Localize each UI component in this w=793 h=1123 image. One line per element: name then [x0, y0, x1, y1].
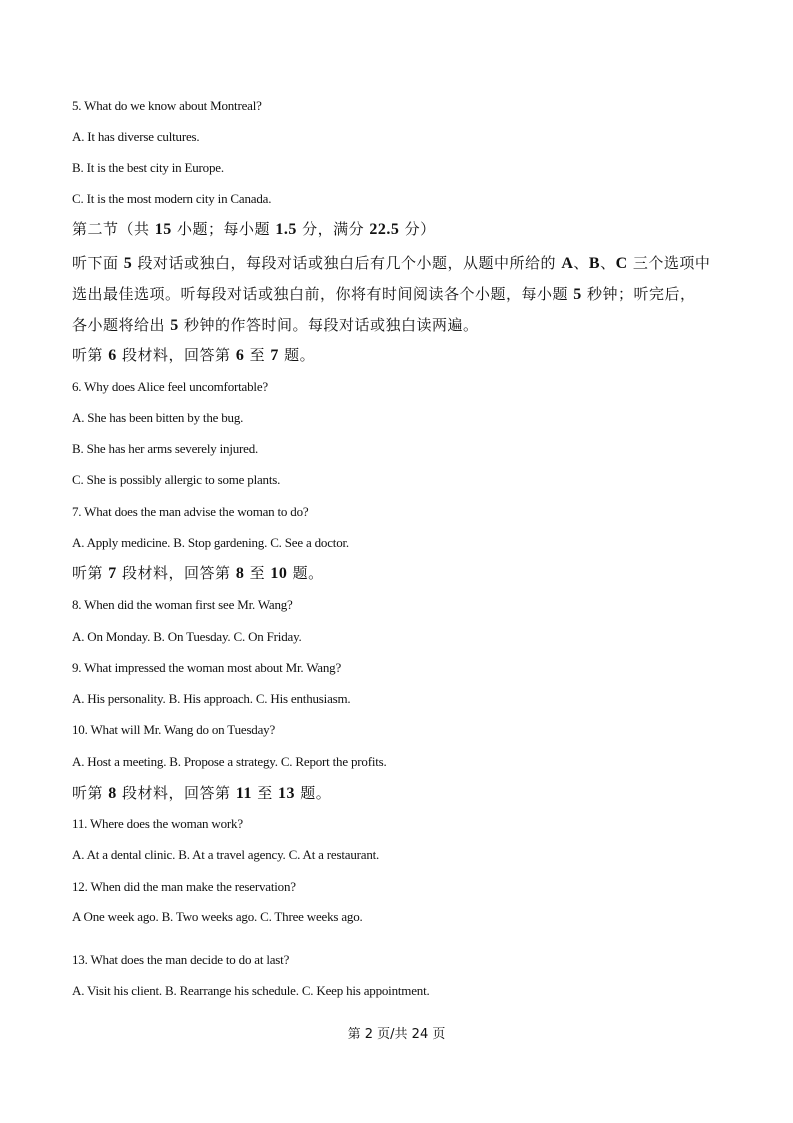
- q5-option-a: A. It has diverse cultures.: [72, 129, 200, 144]
- question-12: 12. When did the man make the reservation?: [72, 879, 296, 894]
- question-8: 8. When did the woman first see Mr. Wang?: [72, 597, 293, 612]
- q6-option-a: A. She has been bitten by the bug.: [72, 410, 244, 425]
- question-13: 13. What does the man decide to do at last?: [72, 952, 290, 967]
- q7-options: A. Apply medicine. B. Stop gardening. C. See a doctor.: [72, 535, 349, 550]
- section-2-title: 第二节（共 15 小题；每小题 1.5 分，满分 22.5 分）: [72, 220, 436, 238]
- q10-options: A. Host a meeting. B. Propose a strategy. C. Report the profits.: [72, 754, 387, 769]
- material-7-heading: 听第 7 段材料，回答第 8 至 10 题。: [72, 564, 324, 582]
- question-10: 10. What will Mr. Wang do on Tuesday?: [72, 722, 276, 737]
- page-number: 第 2 页/共 24 页: [347, 1027, 446, 1042]
- question-5: 5. What do we know about Montreal?: [72, 98, 262, 113]
- material-8-heading: 听第 8 段材料，回答第 11 至 13 题。: [72, 784, 332, 802]
- question-7: 7. What does the man advise the woman to do?: [72, 504, 309, 519]
- section-2-instructions-line-3: 各小题将给出 5 秒钟的作答时间。每段对话或独白读两遍。: [72, 316, 479, 334]
- material-6-heading: 听第 6 段材料，回答第 6 至 7 题。: [72, 346, 316, 364]
- q6-option-b: B. She has her arms severely injured.: [72, 441, 259, 456]
- q6-option-c: C. She is possibly allergic to some plants.: [72, 472, 281, 487]
- q5-option-b: B. It is the best city in Europe.: [72, 160, 224, 175]
- question-11: 11. Where does the woman work?: [72, 816, 243, 831]
- q9-options: A. His personality. B. His approach. C. His enthusiasm.: [72, 691, 351, 706]
- section-2-instructions-line-1: 听下面 5 段对话或独白，每段对话或独白后有几个小题，从题中所给的 A、B、C 三个选项中: [72, 254, 711, 272]
- question-9: 9. What impressed the woman most about Mr. Wang?: [72, 660, 342, 675]
- q8-options: A. On Monday. B. On Tuesday. C. On Friday.: [72, 629, 302, 644]
- q11-options: A. At a dental clinic. B. At a travel agency. C. At a restaurant.: [72, 847, 380, 862]
- section-2-instructions-line-2: 选出最佳选项。听每段对话或独白前，你将有时间阅读各个小题，每小题 5 秒钟；听完后，: [72, 285, 696, 303]
- question-6: 6. Why does Alice feel uncomfortable?: [72, 379, 268, 394]
- q12-options: A One week ago. B. Two weeks ago. C. Three weeks ago.: [72, 909, 363, 924]
- q13-options: A. Visit his client. B. Rearrange his schedule. C. Keep his appointment.: [72, 983, 430, 998]
- q5-option-c: C. It is the most modern city in Canada.: [72, 191, 272, 206]
